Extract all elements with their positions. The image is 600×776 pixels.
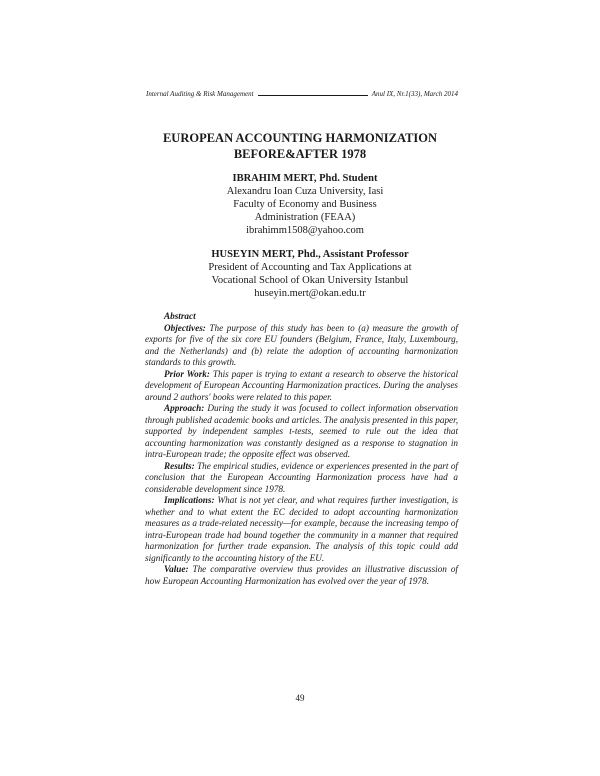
section-label: Implications: (164, 495, 215, 505)
author-block-1 (200, 172, 410, 237)
abstract (145, 311, 458, 587)
paper-title (120, 130, 480, 162)
abstract-paragraph (145, 461, 458, 496)
author-affiliation: Alexandru Ioan Cuza University, Iasi (226, 186, 384, 197)
author-email: ibrahimm1508@yahoo.com (246, 225, 364, 236)
section-text: During the study it was focused to collect information observation through published academic books and articles. The analysis presented in this paper, supported by independent samples t-tests, seemed to rule out the idea that accounting harmonization was constantly designed as a response to stagnation in intra-European trade; the opposite effect was observed. (145, 403, 458, 459)
author-affiliation: Faculty of Economy and Business (233, 199, 377, 210)
abstract-paragraph (145, 403, 458, 461)
header-rule (258, 90, 368, 96)
section-label: Results: (164, 460, 195, 471)
title-line-2: BEFORE&AFTER 1978 (233, 147, 367, 161)
section-text: This paper is trying to extant a research to observe the historical development of European Accounting Harmonization practices. During the analyses around 2 authors' books were related to this paper. (145, 368, 458, 402)
section-label: Prior Work: (164, 368, 210, 379)
section-text: The purpose of this study has been to (a) measure the growth of exports for five of the six core EU founders (Belgium, France, Italy, Luxembourg, and the Netherlands) and (b) relate the adoption of accounting harmonization standards to this growth. (145, 322, 458, 367)
abstract-paragraph (145, 369, 458, 404)
abstract-paragraph (145, 495, 458, 564)
section-label: Objectives: (164, 322, 206, 333)
title-line-1: EUROPEAN ACCOUNTING HARMONIZATION (162, 131, 438, 145)
section-text: What is not yet clear, and what requires further investigation, is whether and to what extent the EC decided to adopt accounting harmonization measures as a trade-related necessity—for example, because the increasing tempo of intra-European trade had bound together the community in a manner that required harmonization for further trade expansion. The analysis of this topic could add significantly to the accounting history of the EU. (145, 495, 458, 563)
author-block-2 (180, 248, 440, 300)
issue-info: Anul IX, Nr.1(33), March 2014 (371, 90, 458, 98)
running-header (146, 90, 458, 98)
author-name: HUSEYIN MERT, Phd., Assistant Professor (211, 249, 409, 260)
abstract-paragraph (145, 564, 458, 587)
journal-name: Internal Auditing & Risk Management (146, 90, 254, 98)
section-label: Approach: (164, 403, 205, 413)
page-number: 49 (295, 693, 305, 703)
section-text: The comparative overview thus provides an illustrative discussion of how European Accounting Harmonization has evolved over the year of 1978. (145, 564, 458, 586)
abstract-paragraph (145, 323, 458, 369)
section-label: Value: (164, 564, 189, 574)
abstract-heading: Abstract (164, 311, 196, 321)
author-name: IBRAHIM MERT, Phd. Student (232, 173, 378, 184)
author-affiliation: President of Accounting and Tax Applications at (208, 262, 412, 273)
author-email: huseyin.mert@okan.edu.tr (254, 288, 366, 299)
author-affiliation: Administration (FEAA) (254, 212, 356, 223)
section-text: The empirical studies, evidence or experiences presented in the part of conclusion that the European Accounting Harmonization process have had a considerable development since 1978. (145, 460, 458, 494)
author-affiliation: Vocational School of Okan University Istanbul (211, 275, 409, 286)
